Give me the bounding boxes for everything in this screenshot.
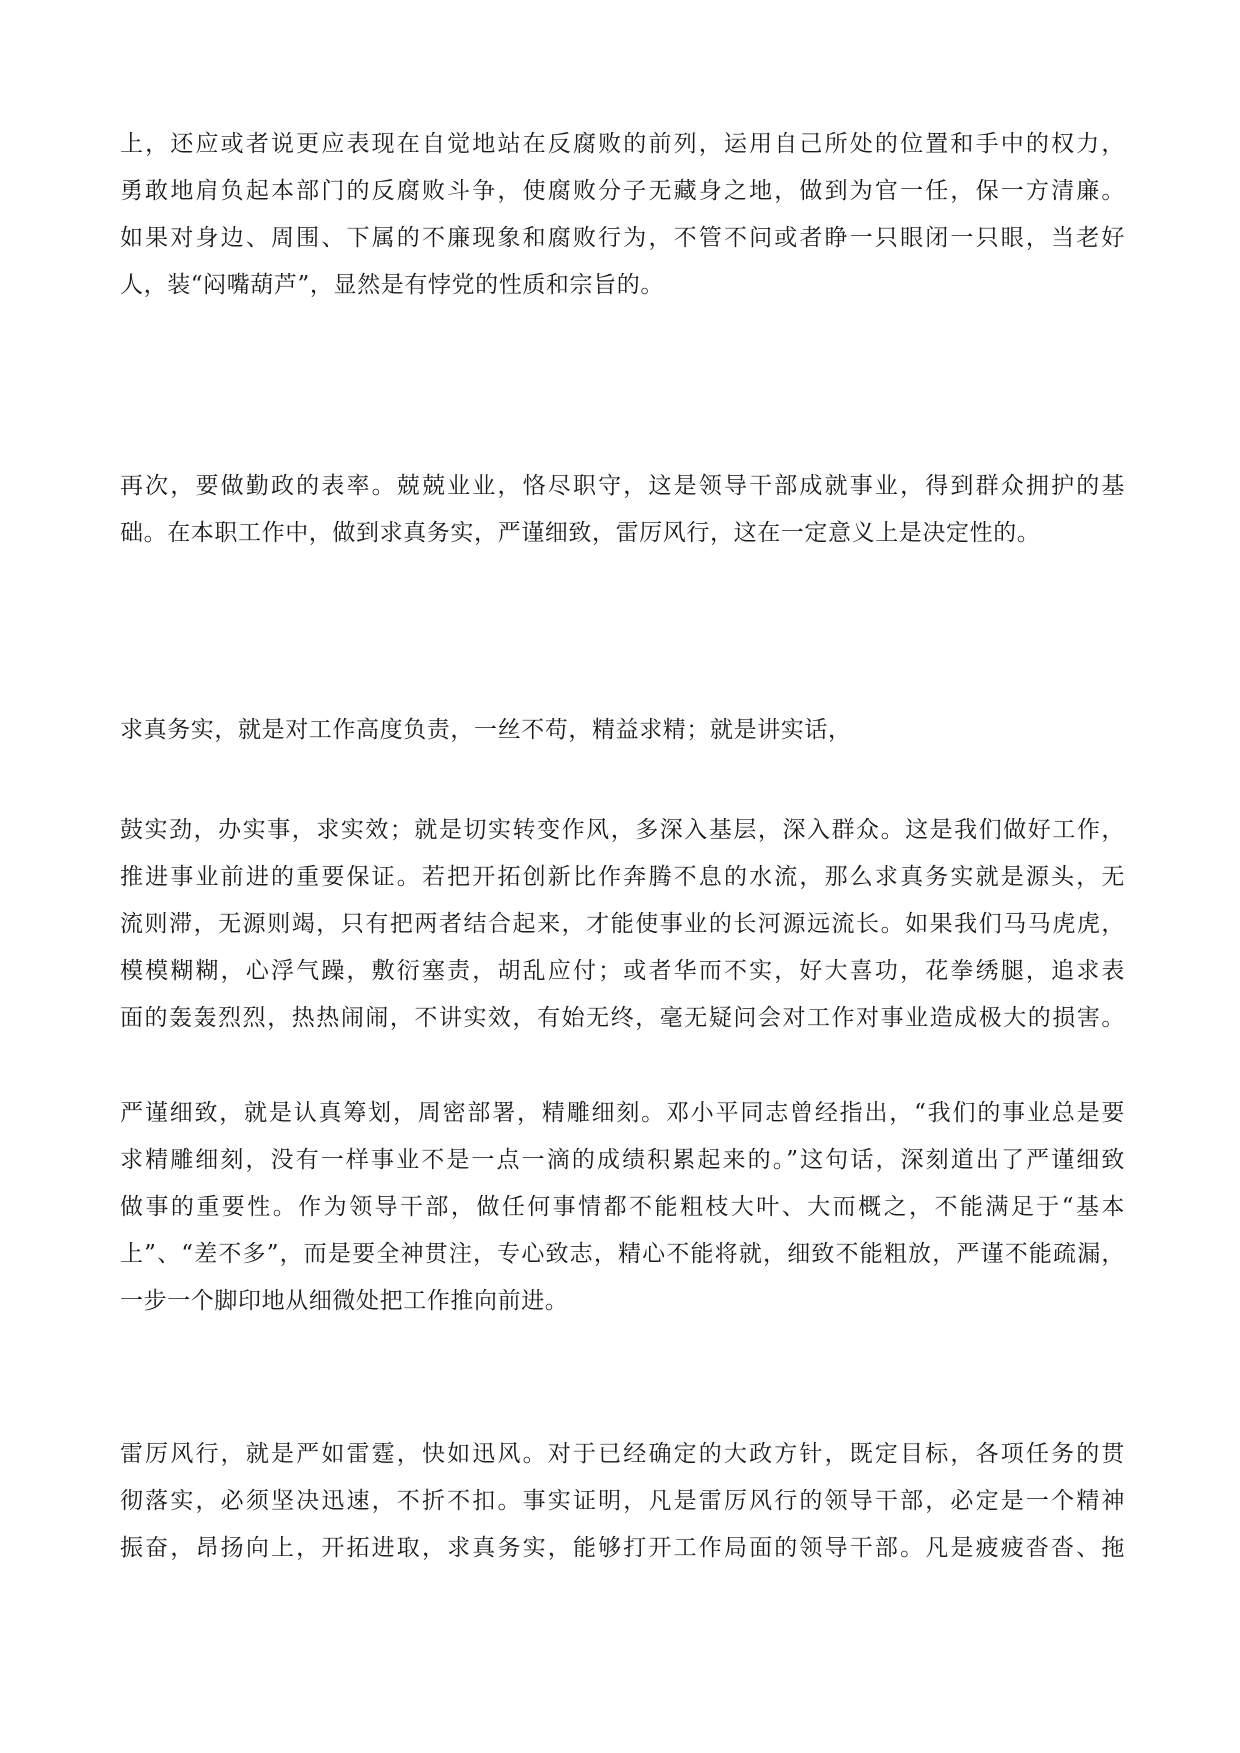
paragraph-swift-action	[120, 1431, 1125, 1572]
text-line: 再次，要做勤政的表率。兢兢业业，恪尽职守，这是领导干部成就事业，得到群众拥护的基	[120, 473, 1125, 499]
paragraph-pragmatic	[120, 807, 1125, 1042]
text-line: 一步一个脚印地从细微处把工作推向前进。	[120, 1288, 569, 1314]
paragraph-anticorruption	[120, 121, 1125, 309]
text-line: 求真务实，就是对工作高度负责，一丝不苟，精益求精；就是讲实话，	[120, 717, 852, 743]
text-line: 上”、“差不多”，而是要全神贯注，专心致志，精心不能将就，细致不能粗放，严谨不能疏漏，	[120, 1241, 1125, 1267]
text-line: 严谨细致，就是认真筹划，周密部署，精雕细刻。邓小平同志曾经指出，“我们的事业总是要	[120, 1100, 1125, 1126]
text-line: 推进事业前进的重要保证。若把开拓创新比作奔腾不息的水流，那么求真务实就是源头，无	[120, 864, 1125, 890]
paragraph-diligence	[120, 463, 1125, 557]
paragraph-meticulous	[120, 1090, 1125, 1325]
text-line: 求精雕细刻，没有一样事业不是一点一滴的成绩积累起来的。”这句话，深刻道出了严谨细致	[120, 1147, 1125, 1173]
text-line: 鼓实劲，办实事，求实效；就是切实转变作风，多深入基层，深入群众。这是我们做好工作，	[120, 817, 1125, 843]
paragraph-pragmatic-intro	[120, 707, 1125, 754]
text-line: 面的轰轰烈烈，热热闹闹，不讲实效，有始无终，毫无疑问会对工作对事业造成极大的损害。	[120, 1005, 1125, 1031]
text-line: 做事的重要性。作为领导干部，做任何事情都不能粗枝大叶、大而概之，不能满足于“基本	[120, 1194, 1125, 1220]
text-line: 流则滞，无源则竭，只有把两者结合起来，才能使事业的长河源远流长。如果我们马马虎虎，	[120, 911, 1125, 937]
text-line: 雷厉风行，就是严如雷霆，快如迅风。对于已经确定的大政方针，既定目标，各项任务的贯	[120, 1441, 1125, 1467]
text-line: 模模糊糊，心浮气躁，敷衍塞责，胡乱应付；或者华而不实，好大喜功，花拳绣腿，追求表	[120, 958, 1125, 984]
text-line: 上，还应或者说更应表现在自觉地站在反腐败的前列，运用自己所处的位置和手中的权力，	[120, 131, 1125, 157]
text-line: 人，装“闷嘴葫芦”，显然是有悖党的性质和宗旨的。	[120, 272, 664, 298]
text-line: 础。在本职工作中，做到求真务实，严谨细致，雷厉风行，这在一定意义上是决定性的。	[120, 520, 1041, 546]
text-line: 彻落实，必须坚决迅速，不折不扣。事实证明，凡是雷厉风行的领导干部，必定是一个精神	[120, 1488, 1125, 1514]
text-line: 振奋，昂扬向上，开拓进取，求真务实，能够打开工作局面的领导干部。凡是疲疲沓沓、拖	[120, 1535, 1125, 1561]
text-line: 如果对身边、周围、下属的不廉现象和腐败行为，不管不问或者睁一只眼闭一只眼，当老好	[120, 225, 1125, 251]
text-line: 勇敢地肩负起本部门的反腐败斗争，使腐败分子无藏身之地，做到为官一任，保一方清廉。	[120, 178, 1125, 204]
